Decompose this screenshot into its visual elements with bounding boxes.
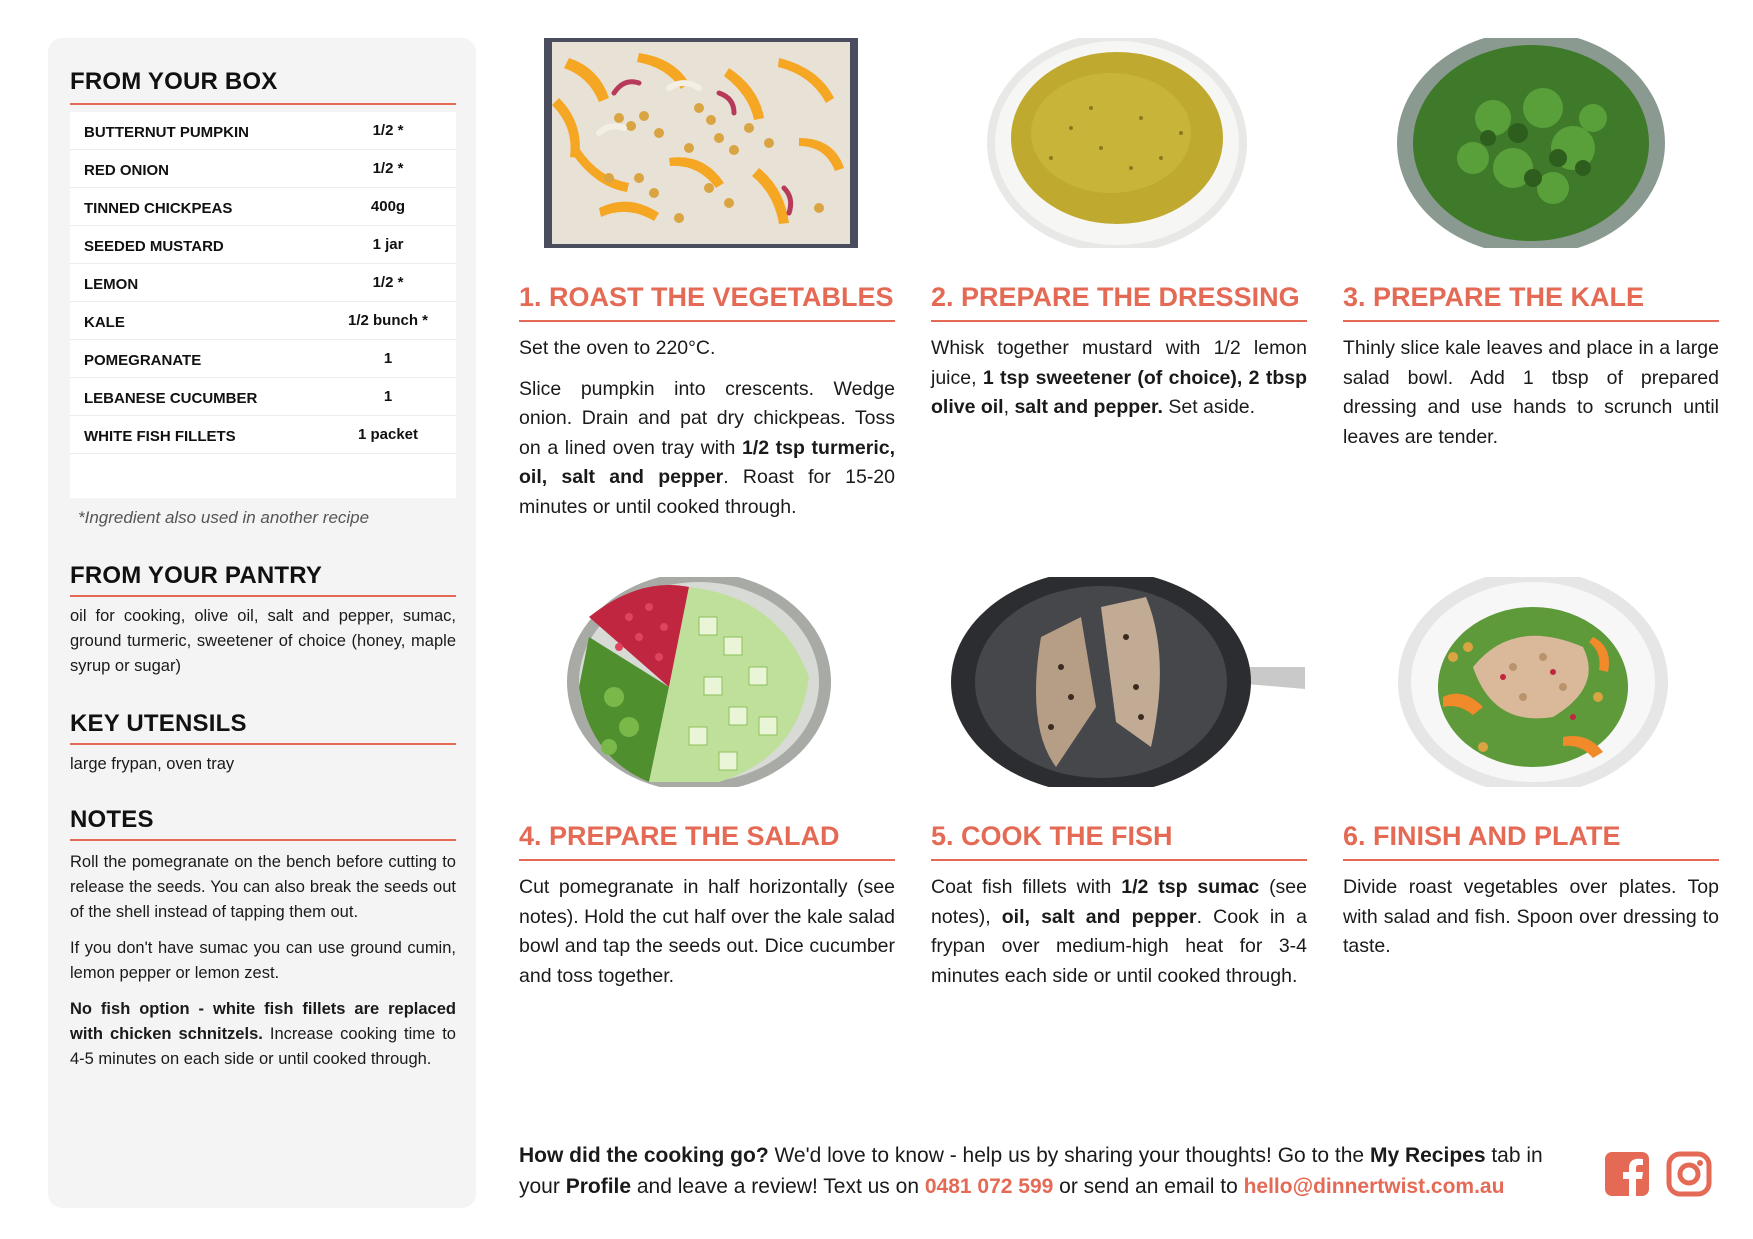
plated-dish-photo bbox=[1343, 577, 1719, 787]
step-paragraph: Cut pomegranate in half horizontally (see notes). Hold the cut half over the kale salad bowl and tap the seeds out. Dice cucumber and toss together. bbox=[519, 876, 895, 987]
text-run: Coat fish fillets with bbox=[931, 876, 1122, 898]
text-run: Slice pumpkin into crescents. Wedge onion. Drain and pat dry chickpeas. Toss on a lined oven tray with bbox=[519, 377, 895, 459]
bold-run: 1/2 tsp turmeric, oil, salt and pepper bbox=[519, 436, 896, 488]
ingredient-name: KALE bbox=[84, 314, 125, 331]
feedback-footer bbox=[519, 1140, 1579, 1202]
step-title: 2. PREPARE THE DRESSING bbox=[931, 282, 1300, 312]
step-text bbox=[519, 873, 895, 1002]
ingredient-footnote: *Ingredient also used in another recipe bbox=[78, 508, 370, 527]
step-rule bbox=[931, 859, 1307, 861]
bold-run: oil, salt and pepper bbox=[1001, 905, 1197, 928]
step-text bbox=[1343, 334, 1719, 463]
ingredient-qty: 1/2 * bbox=[372, 160, 404, 177]
text-run: . Roast for 15-20 minutes or until cooked through. bbox=[519, 466, 895, 518]
ingredient-name: SEEDED MUSTARD bbox=[84, 238, 224, 255]
step-title: 6. FINISH AND PLATE bbox=[1343, 821, 1621, 851]
ingredient-qty: 1/2 bunch * bbox=[347, 312, 429, 329]
ingredient-qty: 1/2 * bbox=[372, 122, 404, 139]
bold-run: 1/2 tsp sumac bbox=[1121, 876, 1260, 898]
fish-frypan-photo bbox=[931, 577, 1307, 787]
step-text bbox=[1343, 873, 1719, 973]
step-rule bbox=[931, 320, 1307, 322]
ingredients-sidebar bbox=[48, 38, 476, 1208]
ingredient-qty: 400g bbox=[370, 198, 406, 215]
step-title: 5. COOK THE FISH bbox=[931, 821, 1173, 851]
from-your-box-heading: FROM YOUR BOX bbox=[70, 68, 278, 95]
salad-photo bbox=[519, 577, 895, 787]
footer-question: How did the cooking go? bbox=[519, 1144, 769, 1167]
dressing-photo bbox=[931, 38, 1307, 248]
bold-run: 1 tsp sweetener (of choice), 2 tbsp olive oil bbox=[931, 366, 1307, 418]
table-row bbox=[70, 340, 456, 378]
notes-paragraph: If you don't have sumac you can use ground cumin, lemon pepper or lemon zest. bbox=[70, 939, 456, 982]
ingredient-qty: 1 packet bbox=[357, 426, 419, 443]
step-title: 1. ROAST THE VEGETABLES bbox=[519, 282, 894, 312]
pantry-text: oil for cooking, olive oil, salt and pepper, sumac, ground turmeric, sweetener of choice (honey, maple syrup or sugar) bbox=[70, 607, 456, 675]
phone-link[interactable]: 0481 072 599 bbox=[924, 1175, 1054, 1198]
step-rule bbox=[519, 859, 895, 861]
ingredient-name: POMEGRANATE bbox=[84, 352, 202, 369]
ingredient-name: LEMON bbox=[84, 276, 139, 293]
my-recipes-label: My Recipes bbox=[1369, 1144, 1486, 1167]
step-paragraph: Thinly slice kale leaves and place in a large salad bowl. Add 1 tbsp of prepared dressing and use hands to scrunch until leaves are tender. bbox=[1343, 337, 1719, 448]
notes-text bbox=[70, 850, 456, 1083]
ingredient-name: RED ONION bbox=[84, 162, 170, 179]
facebook-icon[interactable] bbox=[1603, 1150, 1651, 1198]
heading-rule bbox=[70, 103, 456, 105]
table-row bbox=[70, 302, 456, 340]
step-paragraph: Set the oven to 220°C. bbox=[519, 337, 716, 359]
text-run: or send an email to bbox=[1053, 1175, 1244, 1198]
step-rule bbox=[1343, 320, 1719, 322]
roast-vegetables-photo bbox=[519, 38, 895, 248]
step-5 bbox=[931, 577, 1307, 997]
table-row bbox=[70, 264, 456, 302]
table-row bbox=[70, 188, 456, 226]
step-rule bbox=[519, 320, 895, 322]
heading-rule bbox=[70, 595, 456, 597]
step-2 bbox=[931, 38, 1307, 538]
ingredient-qty: 1 jar bbox=[372, 236, 404, 253]
table-row bbox=[70, 226, 456, 264]
step-paragraph: Divide roast vegetables over plates. Top with salad and fish. Spoon over dressing to taste. bbox=[1343, 876, 1719, 957]
step-3 bbox=[1343, 38, 1719, 538]
from-your-pantry-heading: FROM YOUR PANTRY bbox=[70, 562, 323, 589]
utensils-text: large frypan, oven tray bbox=[70, 755, 235, 773]
ingredient-name: TINNED CHICKPEAS bbox=[84, 200, 233, 217]
table-row bbox=[70, 150, 456, 188]
ingredient-name: WHITE FISH FILLETS bbox=[84, 428, 236, 445]
step-text bbox=[519, 334, 895, 533]
text-run: Whisk together mustard with 1/2 lemon juice, bbox=[931, 337, 1307, 389]
text-run: Set aside. bbox=[1162, 396, 1256, 418]
ingredient-qty: 1 bbox=[383, 388, 393, 405]
text-run: and leave a review! Text us on bbox=[631, 1175, 925, 1198]
kale-photo bbox=[1343, 38, 1719, 248]
text-run: We'd love to know - help us by sharing your thoughts! Go to the bbox=[768, 1144, 1370, 1167]
step-text bbox=[931, 873, 1307, 1002]
table-row bbox=[70, 416, 456, 454]
step-6 bbox=[1343, 577, 1719, 997]
step-1 bbox=[519, 38, 895, 538]
step-4 bbox=[519, 577, 895, 997]
bold-run: salt and pepper. bbox=[1014, 396, 1163, 418]
ingredient-name: LEBANESE CUCUMBER bbox=[84, 390, 258, 407]
step-rule bbox=[1343, 859, 1719, 861]
notes-paragraph bbox=[70, 997, 456, 1072]
text-run: . Cook in a frypan over medium-high heat for 3-4 minutes each side or until cooked through. bbox=[931, 905, 1307, 987]
notes-paragraph: Roll the pomegranate on the bench before cutting to release the seeds. You can also break the seeds out of the shell instead of tapping them out. bbox=[70, 853, 456, 921]
no-fish-option: No fish option - white fish fillets are replaced with chicken schnitzels. bbox=[70, 1000, 456, 1043]
text-run: tab in your bbox=[519, 1144, 1543, 1198]
notes-heading: NOTES bbox=[70, 806, 154, 833]
step-text bbox=[931, 334, 1307, 434]
ingredient-qty: 1 bbox=[383, 350, 393, 367]
table-row bbox=[70, 112, 456, 150]
step-paragraph bbox=[519, 375, 895, 523]
ingredient-name: BUTTERNUT PUMPKIN bbox=[84, 124, 249, 141]
no-fish-detail: Increase cooking time to 4-5 minutes on each side or until cooked through. bbox=[70, 1025, 456, 1068]
step-paragraph bbox=[931, 873, 1307, 991]
step-title: 3. PREPARE THE KALE bbox=[1343, 282, 1645, 312]
ingredient-table bbox=[70, 112, 456, 498]
email-link[interactable]: hello@dinnertwist.com.au bbox=[1243, 1175, 1505, 1198]
text-run: (see notes), bbox=[931, 876, 1308, 928]
table-row bbox=[70, 378, 456, 416]
step-title: 4. PREPARE THE SALAD bbox=[519, 821, 840, 851]
profile-label: Profile bbox=[565, 1175, 632, 1198]
instagram-icon[interactable] bbox=[1665, 1150, 1713, 1198]
ingredient-qty: 1/2 * bbox=[372, 274, 404, 291]
text-run: , bbox=[1003, 396, 1015, 418]
key-utensils-heading: KEY UTENSILS bbox=[70, 710, 247, 737]
heading-rule bbox=[70, 839, 456, 841]
heading-rule bbox=[70, 743, 456, 745]
step-paragraph bbox=[931, 334, 1307, 423]
